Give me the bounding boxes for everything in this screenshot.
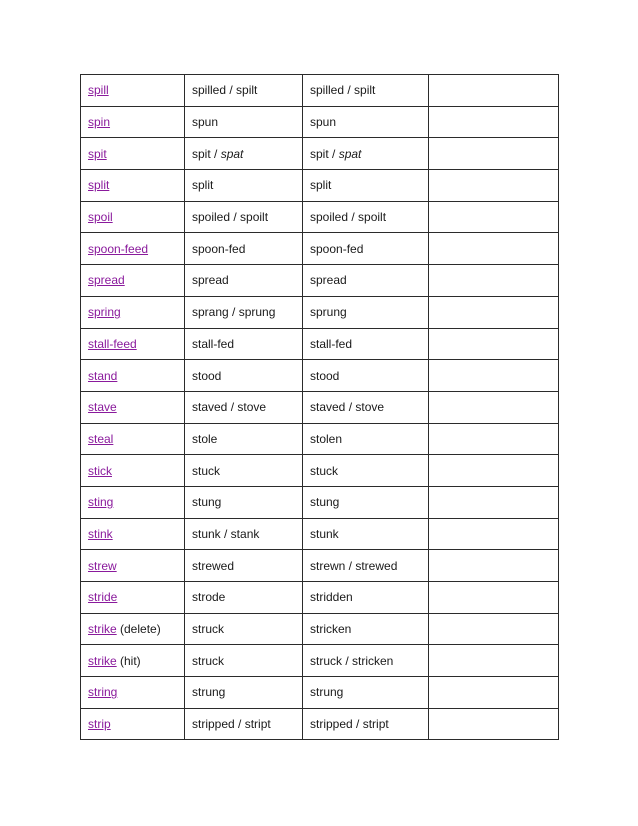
verb-link[interactable]: steal — [88, 431, 114, 446]
empty-cell — [429, 265, 559, 297]
past-simple-cell — [185, 550, 303, 582]
verb-note: (delete) — [116, 622, 161, 637]
form-text: spoiled / spoilt — [310, 210, 387, 225]
verb-link[interactable]: spoil — [88, 210, 113, 225]
form-text: stall-fed — [310, 336, 353, 351]
form-text: split — [310, 178, 332, 193]
table-row — [81, 613, 559, 645]
past-simple-cell — [185, 677, 303, 709]
past-participle-cell — [303, 582, 429, 614]
verb-link[interactable]: spill — [88, 83, 109, 98]
empty-cell — [429, 486, 559, 518]
form-text: spun — [310, 115, 337, 130]
form-text: spit / — [192, 146, 221, 161]
form-text: stridden — [310, 590, 353, 605]
form-text: spread — [310, 273, 347, 288]
base-form-cell — [81, 360, 185, 392]
past-participle-cell — [303, 201, 429, 233]
past-simple-cell — [185, 518, 303, 550]
verb-link[interactable]: stink — [88, 526, 113, 541]
base-form-cell — [81, 201, 185, 233]
past-participle-cell — [303, 328, 429, 360]
form-text: sprang / sprung — [192, 305, 276, 320]
base-form-cell — [81, 233, 185, 265]
empty-cell — [429, 296, 559, 328]
base-form-cell — [81, 170, 185, 202]
verb-link[interactable]: strip — [88, 717, 111, 732]
verb-link[interactable]: spoon-feed — [88, 241, 149, 256]
verb-link[interactable]: stave — [88, 400, 117, 415]
form-text: staved / stove — [192, 400, 267, 415]
base-form-cell — [81, 265, 185, 297]
table-row — [81, 328, 559, 360]
past-participle-cell — [303, 455, 429, 487]
empty-cell — [429, 106, 559, 138]
table-row — [81, 486, 559, 518]
past-participle-cell — [303, 550, 429, 582]
past-participle-cell — [303, 391, 429, 423]
form-text: stuck — [310, 463, 339, 478]
form-text: stall-fed — [192, 336, 235, 351]
past-simple-cell — [185, 360, 303, 392]
form-text: stood — [192, 368, 222, 383]
empty-cell — [429, 582, 559, 614]
empty-cell — [429, 360, 559, 392]
empty-cell — [429, 201, 559, 233]
past-participle-cell — [303, 677, 429, 709]
past-simple-cell — [185, 582, 303, 614]
table-row — [81, 550, 559, 582]
past-participle-cell — [303, 518, 429, 550]
base-form-cell — [81, 518, 185, 550]
form-text: spoon-fed — [192, 241, 246, 256]
form-text: stole — [192, 431, 218, 446]
base-form-cell — [81, 423, 185, 455]
past-participle-cell — [303, 296, 429, 328]
past-participle-cell — [303, 708, 429, 740]
form-text: stripped / stript — [310, 717, 389, 732]
form-text: spoon-fed — [310, 241, 364, 256]
past-simple-cell — [185, 296, 303, 328]
base-form-cell — [81, 328, 185, 360]
table-row — [81, 391, 559, 423]
past-simple-cell — [185, 75, 303, 107]
table-row — [81, 518, 559, 550]
verb-link[interactable]: strike — [88, 653, 117, 668]
past-simple-cell — [185, 170, 303, 202]
verb-link[interactable]: stall-feed — [88, 336, 137, 351]
base-form-cell — [81, 486, 185, 518]
form-text: spit / — [310, 146, 339, 161]
past-participle-cell — [303, 75, 429, 107]
past-participle-cell — [303, 170, 429, 202]
past-simple-cell — [185, 233, 303, 265]
verb-link[interactable]: sting — [88, 495, 114, 510]
table-row — [81, 677, 559, 709]
table-row — [81, 296, 559, 328]
past-simple-cell — [185, 486, 303, 518]
verb-link[interactable]: spread — [88, 273, 125, 288]
past-simple-cell — [185, 201, 303, 233]
form-text: strode — [192, 590, 226, 605]
empty-cell — [429, 645, 559, 677]
form-text: stung — [310, 495, 340, 510]
empty-cell — [429, 75, 559, 107]
empty-cell — [429, 233, 559, 265]
form-text: stood — [310, 368, 340, 383]
table-row — [81, 233, 559, 265]
verb-link[interactable]: stride — [88, 590, 118, 605]
form-text: spilled / spilt — [310, 83, 376, 98]
irregular-verbs-table — [80, 74, 559, 740]
base-form-cell — [81, 645, 185, 677]
empty-cell — [429, 170, 559, 202]
verb-note: (hit) — [116, 653, 141, 668]
alternate-form-text: spat — [338, 146, 362, 161]
verb-link[interactable]: strike — [88, 622, 117, 637]
verb-link[interactable]: stick — [88, 463, 112, 478]
form-text: struck / stricken — [310, 653, 394, 668]
form-text: spread — [192, 273, 229, 288]
past-participle-cell — [303, 360, 429, 392]
form-text: split — [192, 178, 214, 193]
past-simple-cell — [185, 423, 303, 455]
base-form-cell — [81, 708, 185, 740]
past-simple-cell — [185, 455, 303, 487]
table-row — [81, 423, 559, 455]
form-text: strung — [310, 685, 344, 700]
form-text: spoiled / spoilt — [192, 210, 269, 225]
past-simple-cell — [185, 138, 303, 170]
verb-link[interactable]: spin — [88, 115, 111, 130]
base-form-cell — [81, 613, 185, 645]
table-row — [81, 138, 559, 170]
empty-cell — [429, 518, 559, 550]
form-text: strewed — [192, 558, 235, 573]
past-participle-cell — [303, 233, 429, 265]
base-form-cell — [81, 75, 185, 107]
past-simple-cell — [185, 708, 303, 740]
form-text: struck — [192, 653, 225, 668]
form-text: staved / stove — [310, 400, 385, 415]
base-form-cell — [81, 106, 185, 138]
form-text: sprung — [310, 305, 347, 320]
empty-cell — [429, 550, 559, 582]
form-text: spilled / spilt — [192, 83, 258, 98]
table-row — [81, 708, 559, 740]
form-text: stunk — [310, 526, 339, 541]
empty-cell — [429, 328, 559, 360]
past-participle-cell — [303, 613, 429, 645]
past-simple-cell — [185, 391, 303, 423]
form-text: stricken — [310, 622, 352, 637]
table-row — [81, 265, 559, 297]
form-text: spun — [192, 115, 219, 130]
base-form-cell — [81, 550, 185, 582]
table-row — [81, 75, 559, 107]
form-text: stung — [192, 495, 222, 510]
table-row — [81, 455, 559, 487]
past-simple-cell — [185, 106, 303, 138]
table-row — [81, 582, 559, 614]
empty-cell — [429, 455, 559, 487]
form-text: struck — [192, 622, 225, 637]
verb-link[interactable]: strew — [88, 558, 117, 573]
base-form-cell — [81, 677, 185, 709]
form-text: strung — [192, 685, 226, 700]
form-text: stuck — [192, 463, 221, 478]
past-simple-cell — [185, 613, 303, 645]
past-simple-cell — [185, 265, 303, 297]
past-participle-cell — [303, 423, 429, 455]
table-row — [81, 360, 559, 392]
base-form-cell — [81, 391, 185, 423]
form-text: strewn / strewed — [310, 558, 398, 573]
empty-cell — [429, 423, 559, 455]
alternate-form-text: spat — [220, 146, 244, 161]
past-simple-cell — [185, 645, 303, 677]
verb-link[interactable]: spit — [88, 146, 107, 161]
form-text: stolen — [310, 431, 343, 446]
past-participle-cell — [303, 486, 429, 518]
verb-link[interactable]: spring — [88, 305, 121, 320]
base-form-cell — [81, 138, 185, 170]
empty-cell — [429, 613, 559, 645]
table-row — [81, 201, 559, 233]
empty-cell — [429, 391, 559, 423]
verb-link[interactable]: string — [88, 685, 118, 700]
table-row — [81, 106, 559, 138]
base-form-cell — [81, 582, 185, 614]
empty-cell — [429, 138, 559, 170]
past-participle-cell — [303, 138, 429, 170]
table-row — [81, 645, 559, 677]
table-row — [81, 170, 559, 202]
base-form-cell — [81, 296, 185, 328]
empty-cell — [429, 708, 559, 740]
past-simple-cell — [185, 328, 303, 360]
empty-cell — [429, 677, 559, 709]
past-participle-cell — [303, 645, 429, 677]
past-participle-cell — [303, 265, 429, 297]
past-participle-cell — [303, 106, 429, 138]
table-body — [81, 75, 559, 740]
verb-link[interactable]: stand — [88, 368, 118, 383]
base-form-cell — [81, 455, 185, 487]
form-text: stripped / stript — [192, 717, 271, 732]
verb-link[interactable]: split — [88, 178, 110, 193]
form-text: stunk / stank — [192, 526, 260, 541]
